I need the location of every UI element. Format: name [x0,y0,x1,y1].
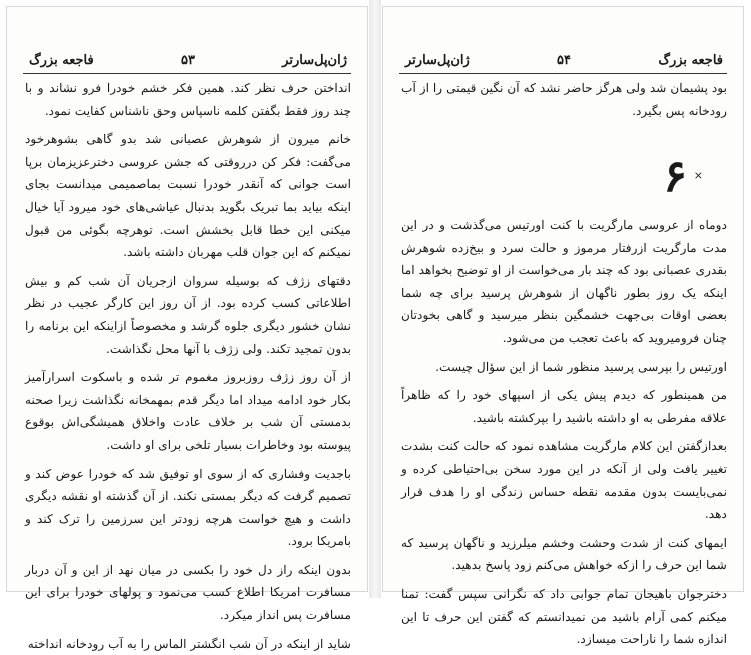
page-number: ۵۳ [181,53,195,68]
right-page [382,6,744,647]
paragraph: دقتهای زژف که بوسیله سروان ازجریان آن شب کم و بیش اطلاعاتی کسب کرده بود. از آن روز این کارگر عجیب در نظر نشان خشور دیگری جلوه گرشد و مخصوصاً ازاینکه این برنامه را بدون تمجید تکند. ولی زژف با آنها محل نگذاشت. [25,273,351,356]
paragraph: ایمهای کنت از شدت وحشت وخشم میلرزید و ناگهان پرسید که شما این حرف را ازکه خواهش می‌کنم زود پاسخ بدهید. [401,535,727,573]
paragraph: دوماه از عروسی مارگریت با کنت اورتیس می‌گذشت و در این مدت مارگریت ازرفتار مرموز و حالت سرد و بیخ‌زده شوهرش بقدری عصبانی بود که چند بار می‌خواست از او توضیح بخواهد اما اینکه یک روز بطور ناگهان از شوهرش پرسید برای چه شما بعضی اوقات بی‌جهت خشمگین بنظر میرسید و گاهی بخودتان چنان فرومیروید که باعث تعجب من می‌شود. [401,218,727,345]
paragraph: بعدازگفتن این کلام مارگریت مشاهده نمود که حالت کنت بشدت تغییر یافت ولی از آنکه در این مورد سخن بی‌احتیاطی کرده و نمی‌بایست بدون مقدمه نقطه حساس زندگی او را هدف قرار دهد. [401,439,727,522]
body-text [401,214,727,651]
running-head-author: ژان‌پل‌سارتر [405,53,470,68]
running-head-author: ژان‌پل‌سارتر [282,53,347,68]
running-head-title: فاجعه بزرگ [29,53,94,68]
paragraph: خانم میرون از شوهرش عصبانی شد بدو گاهی بشوهرخود می‌گفت: فکر کن درروقتی که جشن عروسی دخترعزیزمان برپا است جوانی که آنقدر خودرا نسبت بماصمیمی میدانست بجای اینکه بیاید بما تبریک بگوید بدنبال عیاشی‌های خود میرود آیا خیال میکنی این خطا قابل بخشش است. توهرچه بگوئی من قبول نمیکنم که این جوان قلب مهربان داشته باشد. [25,132,351,260]
page-header [405,53,723,71]
paragraph: باجدیت وفشاری که از سوی او توفیق شد که خودرا عوض کند و تصمیم گرفت که دیگر بمستی نکند. از آن گذشته او نقشه دیگری داشت و هیچ خواست هرچه زودتر این سرزمین را ترک کند و بامریکا برود. [25,466,351,549]
paragraph: اورتیس را بپرسی پرسید منظور شما از این سؤال چیست. [435,359,727,374]
left-page [6,6,368,651]
header-rule [399,73,727,74]
paragraph: دخترجوان باهیجان تمام جوابی داد که نگرانی سپس گفت: تمنا میکنم کمی آرام باشید من نمیدانستم که گفتن این حرف تا این اندازه شما را ناراحت میسازد. [401,586,727,647]
page-header [29,53,347,71]
paragraph: انداختن حرف نظر کند. همین فکر خشم خودرا فرو نشاند و با چند روز فقط بگفتن کلمه ناسپاس وحق ناشناس کفایت نمود. [25,81,351,118]
paragraph: از آن روز زژف روزبروز مغموم تر شده و باسکوت اسرارآمیز بکار خود ادامه میداد اما دیگر قدم بمهمخانه نگذاشت زیرا صحنه بدمستی آن شب بر خلاف عادت واخلاق همیشگی‌اش بوقوع پیوسته بود وخاطرات بسیار تلخی برای او داشت. [25,370,351,452]
paragraph: شاید از اینکه در آن شب انگشتر الماس را به آب رودخانه انداخته [27,636,351,651]
chapter-number: ۶ [663,151,687,202]
continued-paragraph: بود پشیمان شد ولی هرگز حاضر نشد که آن نگین قیمتی را از آب رودخانه پس بگیرد. [401,81,727,118]
paragraph: بدون اینکه راز دل خود را بکسی در میان نهد از این و آن دربار مسافرت امریکا اطلاع کسب می‌نمود و پولهای خودرا برای این مسافرت پس انداز میکرد. [25,562,351,623]
body-text [25,77,351,655]
paragraph: من همینطور که دیدم پیش یکی از اسپهای خود را که ظاهراً علاقه مفرطی به او داشته باشید را بپرکشته باشید. [401,388,727,425]
page-number: ۵۴ [557,53,571,68]
running-head-title: فاجعه بزرگ [658,53,723,68]
book-gutter [369,0,381,598]
header-rule [23,73,351,74]
chapter-mark: × [693,169,703,182]
